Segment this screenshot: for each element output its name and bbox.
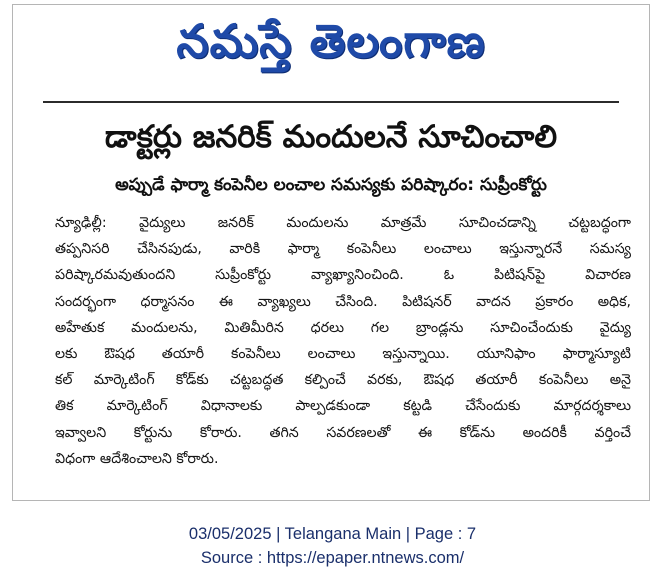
article-body-line: లకు ఔషధ తయారీ కంపెనీలు లంచాలు ఇస్తున్నాయి. యూనిఫాం ఫార్మాస్యూటి xyxy=(55,345,631,362)
article-body-line: అహేతుక మందులను, మితిమీరిన ధరలు గల బ్రాండ్లను సూచించేందుకు వైద్యు xyxy=(55,319,631,336)
article-headline: డాక్టర్లు జనరిక్ మందులనే సూచించాలి xyxy=(104,119,558,155)
article-body-line: తిక మార్కెటింగ్ విధానాలకు పాల్పడకుండా కట్టడి చేసేందుకు మార్గదర్శకాలు xyxy=(55,398,631,415)
article-subheadline: అప్పుడే ఫార్మా కంపెనీల లంచాల సమస్యకు పరిష్కారం: సుప్రీంకోర్టు xyxy=(115,175,547,195)
article-body-line: తప్పనిసరి చేసినపుడు, వారికి ఫార్మా కంపెనీలు లంచాలు ఇస్తున్నారనే సమస్య xyxy=(55,241,631,258)
article-body-line: పరిష్కారమవుతుందని సుప్రీంకోర్టు వ్యాఖ్యానించింది. ఓ పిటిషన్‌పై విచారణ xyxy=(55,267,631,284)
newspaper-clipping xyxy=(12,4,650,501)
article-body-line: సందర్భంగా ధర్మాసనం ఈ వ్యాఖ్యలు చేసింది. పిటిషనర్ వాదన ప్రకారం అధిక, xyxy=(55,293,631,310)
masthead-divider xyxy=(43,101,619,103)
article-body xyxy=(55,210,631,472)
article-body-line: న్యూఢిల్లీ: వైద్యులు జనరిక్ మందులను మాత్రమే సూచించడాన్ని చట్టబద్ధంగా xyxy=(55,215,631,231)
source-link[interactable]: Source : https://epaper.ntnews.com/ xyxy=(200,549,465,567)
edition-info: 03/05/2025 | Telangana Main | Page : 7 xyxy=(188,525,477,543)
article-body-line: కల్ మార్కెటింగ్ కోడ్‌కు చట్టబద్ధత కల్పించే వరకు, ఔషధ తయారీ కంపెనీలు అనై xyxy=(55,372,631,389)
article-body-line: విధంగా ఆదేశించాలని కోరారు. xyxy=(55,450,219,467)
article-body-line: ఇవ్వాలని కోర్టును కోరారు. తగిన సవరణలతో ఈ కోడ్‌ను అందరికీ వర్తించే xyxy=(55,424,631,441)
newspaper-masthead: నమస్తే తెలంగాణ xyxy=(176,14,486,68)
